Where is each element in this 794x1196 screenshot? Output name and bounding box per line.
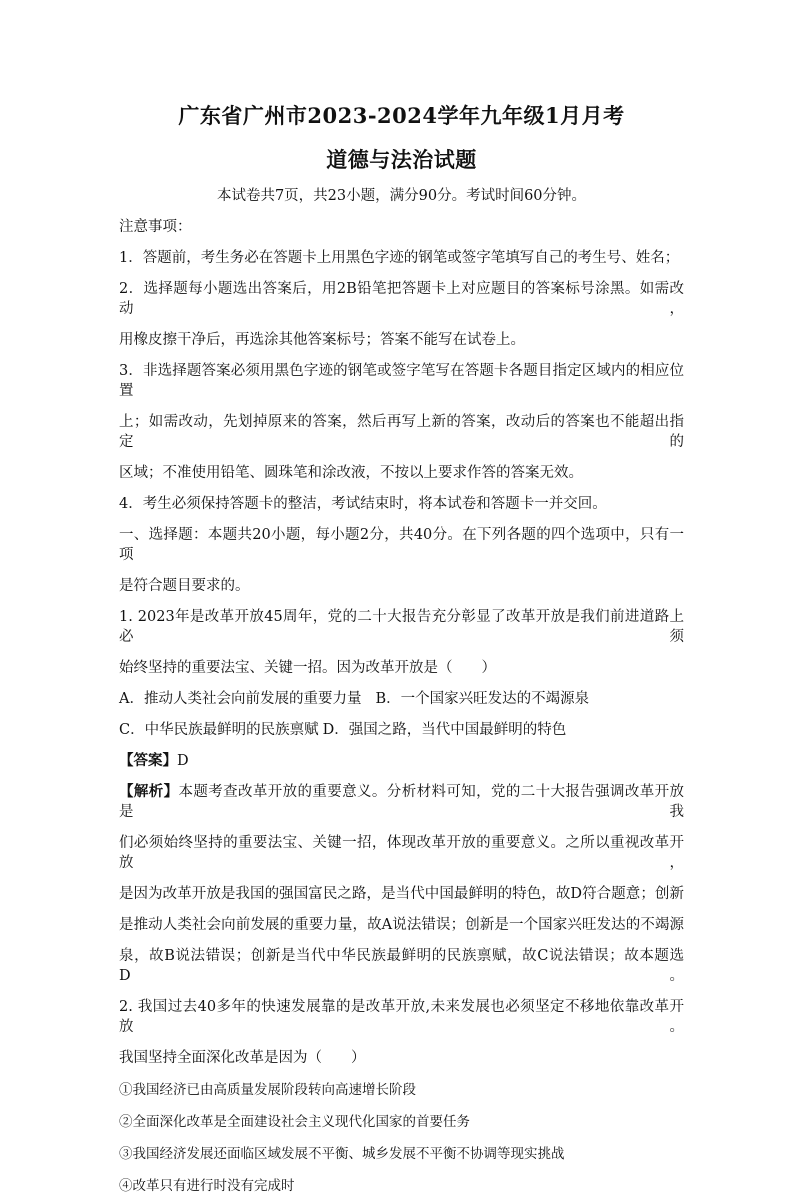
note-3-line-2: 上；如需改动，先划掉原来的答案，然后再写上新的答案，改动后的答案也不能超出指定的 [119,414,684,450]
q1-stem-line-1: 1. 2023年是改革开放45周年，党的二十大报告充分彰显了改革开放是我们前进道路上必须 [119,609,684,645]
q1-option-d: D．强国之路，当代中国最鲜明的特色 [322,722,567,738]
analysis-label: 【解析】 [119,783,179,800]
q2-item-4: ④改革只有进行时没有完成时 [119,1178,295,1194]
q2-stem-line-1: 2. 我国过去40多年的快速发展靠的是改革开放,未来发展也必须坚定不移地依靠改革开放。 [119,999,684,1035]
note-4: 4．考生必须保持答题卡的整洁，考试结束时，将本试卷和答题卡一并交回。 [119,496,607,512]
section-heading-line-2: 是符合题目要求的。 [119,578,250,594]
note-1: 1．答题前，考生务必在答题卡上用黑色字迹的钢笔或签字笔填写自己的考生号、姓名； [119,250,680,266]
q1-option-b: B．一个国家兴旺发达的不竭源泉 [375,691,590,707]
analysis-text: 本题考查改革开放的重要意义。分析材料可知，党的二十大报告强调改革开放是我 [119,784,684,820]
note-3-line-1: 3．非选择题答案必须用黑色字迹的钢笔或签字笔写在答题卡各题目指定区域内的相应位置 [119,363,684,399]
note-2-line-1: 2．选择题每小题选出答案后，用2B铅笔把答题卡上对应题目的答案标号涂黑。如需改动， [119,281,684,317]
q1-stem-line-2: 始终坚持的重要法宝、关键一招。因为改革开放是（ ） [119,660,496,676]
answer-value: D [177,753,189,769]
q2-stem-line-2: 我国坚持全面深化改革是因为（ ） [119,1050,366,1066]
q1-options-row-1 [119,689,684,709]
q1-analysis-line-2: 们必须始终坚持的重要法宝、关键一招，体现改革开放的重要意义。之所以重视改革开放， [119,835,684,871]
q1-options-row-2 [119,720,684,740]
q1-analysis-line-3: 是因为改革开放是我国的强国富民之路，是当代中国最鲜明的特色，故D符合题意；创新 [119,886,684,902]
exam-title: 广东省广州市2023-2024学年九年级1月月考 [178,103,625,128]
note-3-line-3: 区域；不准使用铅笔、圆珠笔和涂改液，不按以上要求作答的答案无效。 [119,465,583,481]
q1-analysis-line-1 [119,782,684,822]
exam-subject-title: 道德与法治试题 [326,147,477,172]
answer-label: 【答案】 [119,752,177,769]
section-heading-line-1: 一、选择题：本题共20小题，每小题2分，共40分。在下列各题的四个选项中，只有一项 [119,527,684,563]
q1-option-c: C．中华民族最鲜明的民族禀赋 [119,722,319,738]
exam-page [119,100,684,1196]
q2-item-2: ②全面深化改革是全面建设社会主义现代化国家的首要任务 [119,1114,470,1130]
q2-item-3: ③我国经济发展还面临区域发展不平衡、城乡发展不平衡不协调等现实挑战 [119,1146,565,1162]
q2-item-1: ①我国经济已由高质量发展阶段转向高速增长阶段 [119,1082,416,1098]
note-2-line-2: 用橡皮擦干净后，再选涂其他答案标号；答案不能写在试卷上。 [119,332,525,348]
notes-heading: 注意事项： [119,219,192,235]
q1-analysis-line-5: 泉，故B说法错误；创新是当代中华民族最鲜明的民族禀赋，故C说法错误；故本题选D。 [119,948,684,984]
exam-info: 本试卷共7页，共23小题，满分90分。考试时间60分钟。 [216,188,587,204]
q1-analysis-line-4: 是推动人类社会向前发展的重要力量，故A说法错误；创新是一个国家兴旺发达的不竭源 [119,917,684,933]
q1-option-a: A．推动人类社会向前发展的重要力量 [119,691,362,707]
q1-answer [119,751,684,771]
